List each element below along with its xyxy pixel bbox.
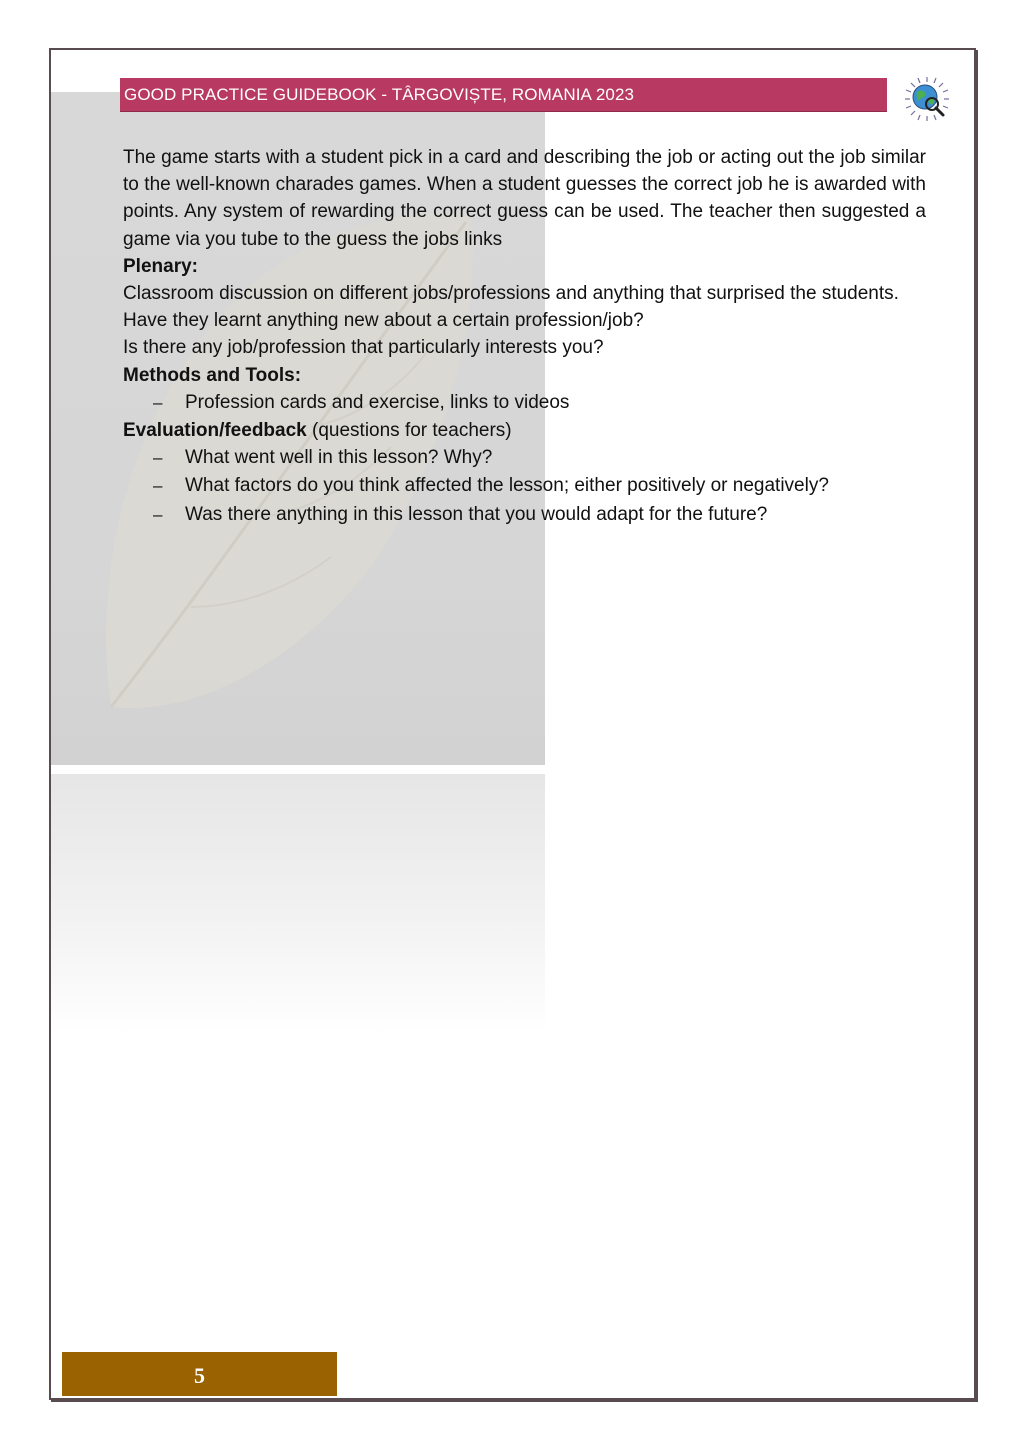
evaluation-list	[123, 444, 926, 528]
plenary-question: Is there any job/profession that particularly interests you?	[123, 337, 604, 359]
evaluation-subheading: (questions for teachers)	[306, 420, 512, 442]
list-item-text: What factors do you think affected the lesson; either positively or negatively?	[185, 475, 829, 497]
globe-magnifier-icon	[904, 76, 950, 122]
plenary-heading: Plenary:	[123, 255, 198, 277]
intro-paragraph: The game starts with a student pick in a card and describing the job or acting out the job similar to the well-known charades games. When a student guesses the correct job he is awarded with points. Any system of rewarding the correct guess can be used. The teacher then suggested a game via you tube to the guess the jobs links	[123, 147, 926, 250]
methods-heading: Methods and Tools:	[123, 364, 302, 386]
header-bar	[120, 78, 887, 112]
document-title: GOOD PRACTICE GUIDEBOOK - TÂRGOVIȘTE, ROMANIA 2023	[124, 85, 635, 104]
plenary-paragraph: Classroom discussion on different jobs/professions and anything that surprised the students.	[123, 283, 899, 305]
list-item	[123, 389, 926, 416]
list-item	[123, 501, 926, 528]
page-number: 5	[194, 1363, 205, 1388]
list-item-text: Profession cards and exercise, links to videos	[185, 391, 570, 413]
lesson-content	[123, 144, 926, 529]
list-item	[123, 472, 926, 499]
page-number-box	[62, 1352, 337, 1396]
list-item	[123, 444, 926, 471]
methods-list	[123, 389, 926, 416]
evaluation-heading: Evaluation/feedback	[123, 420, 307, 442]
dash-bullet-icon: –	[153, 392, 163, 412]
dash-bullet-icon: –	[153, 476, 163, 496]
plenary-question: Have they learnt anything new about a certain profession/job?	[123, 310, 644, 332]
dash-bullet-icon: –	[153, 448, 163, 468]
dash-bullet-icon: –	[153, 504, 163, 524]
page	[49, 48, 976, 1400]
list-item-text: What went well in this lesson? Why?	[185, 447, 493, 469]
evaluation-heading-line	[123, 417, 926, 444]
list-item-text: Was there anything in this lesson that you would adapt for the future?	[185, 503, 768, 525]
background-fade-panel	[51, 774, 545, 1034]
